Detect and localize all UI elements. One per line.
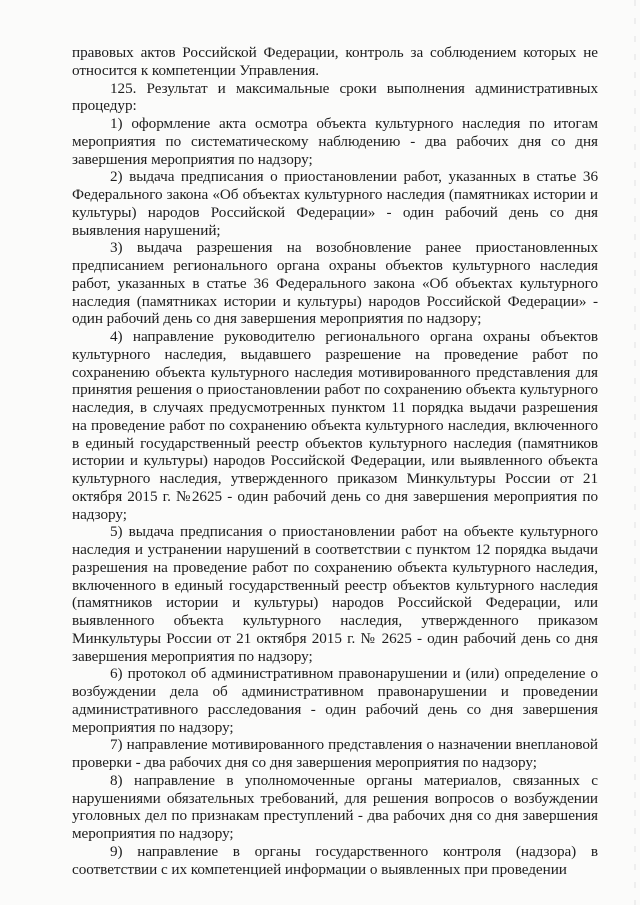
paragraph-subitem-1: 1) оформление акта осмотра объекта культурного наследия по итогам мероприятия по систематическому наблюдению - два рабочих дня со дня завершения мероприятия по надзору; <box>72 115 598 168</box>
paragraph-subitem-8: 8) направление в уполномоченные органы материалов, связанных с нарушениями обязательных требований, для решения вопросов о возбуждении уголовных дел по признакам преступлений - два рабочих дня со дня завершения мероприятия по надзору; <box>72 771 598 842</box>
paragraph-item-125: 125. Результат и максимальные сроки выполнения административных процедур: <box>72 79 598 115</box>
paragraph-subitem-9: 9) направление в органы государственного контроля (надзора) в соответствии с их компетенцией информации о выявленных при проведении <box>72 842 598 878</box>
paragraph-subitem-4: 4) направление руководителю регионального органа охраны объектов культурного наследия, выдавшего разрешение на проведение работ по сохранению объекта культурного наследия мотивированного представления для принятия решения о приостановлении работ по сохранению объекта культурного наследия, в случаях предусмотренных пунктом 11 порядка выдачи разрешения на проведение работ по сохранению объекта культурного наследия, включенного в единый государственный реестр объектов культурного наследия (памятников истории и культуры) народов Российской Федерации, или выявленного объекта культурного наследия, утвержденного приказом Минкультуры России от 21 октября 2015 г. №2625 - один рабочий день со дня завершения мероприятия по надзору; <box>72 328 598 523</box>
paragraph-subitem-7: 7) направление мотивированного представления о назначении внеплановой проверки - два рабочих дня со дня завершения мероприятия по надзору; <box>72 736 598 771</box>
scan-edge-artifact <box>634 0 636 905</box>
paragraph-continuation: правовых актов Российской Федерации, контроль за соблюдением которых не относится к компетенции Управления. <box>72 44 598 79</box>
document-body <box>72 44 598 878</box>
paragraph-subitem-3: 3) выдача разрешения на возобновление ранее приостановленных предписанием регионального органа охраны объектов культурного наследия работ, указанных в статье 36 Федерального закона «Об объектах культурного наследия (памятниках истории и культуры) народов Российской Федерации» - один рабочий день со дня завершения мероприятия по надзору; <box>72 239 598 328</box>
paragraph-subitem-5: 5) выдача предписания о приостановлении работ на объекте культурного наследия и устранении нарушений в соответствии с пунктом 12 порядка выдачи разрешения на проведение работ по сохранению объекта культурного наследия, включенного в единый государственный реестр объектов культурного наследия (памятников истории и культуры) народов Российской Федерации, или выявленного объекта культурного наследия, утвержденного приказом Минкультуры России от 21 октября 2015 г. № 2625 - один рабочий день со дня завершения мероприятия по надзору; <box>72 523 598 665</box>
paragraph-subitem-6: 6) протокол об административном правонарушении и (или) определение о возбуждении дела об административном правонарушении и проведении административного расследования - один рабочий день со дня завершения мероприятия по надзору; <box>72 665 598 736</box>
paragraph-subitem-2: 2) выдача предписания о приостановлении работ, указанных в статье 36 Федерального закона «Об объектах культурного наследия (памятниках истории и культуры) народов Российской Федерации» - один рабочий день со дня выявления нарушений; <box>72 168 598 239</box>
